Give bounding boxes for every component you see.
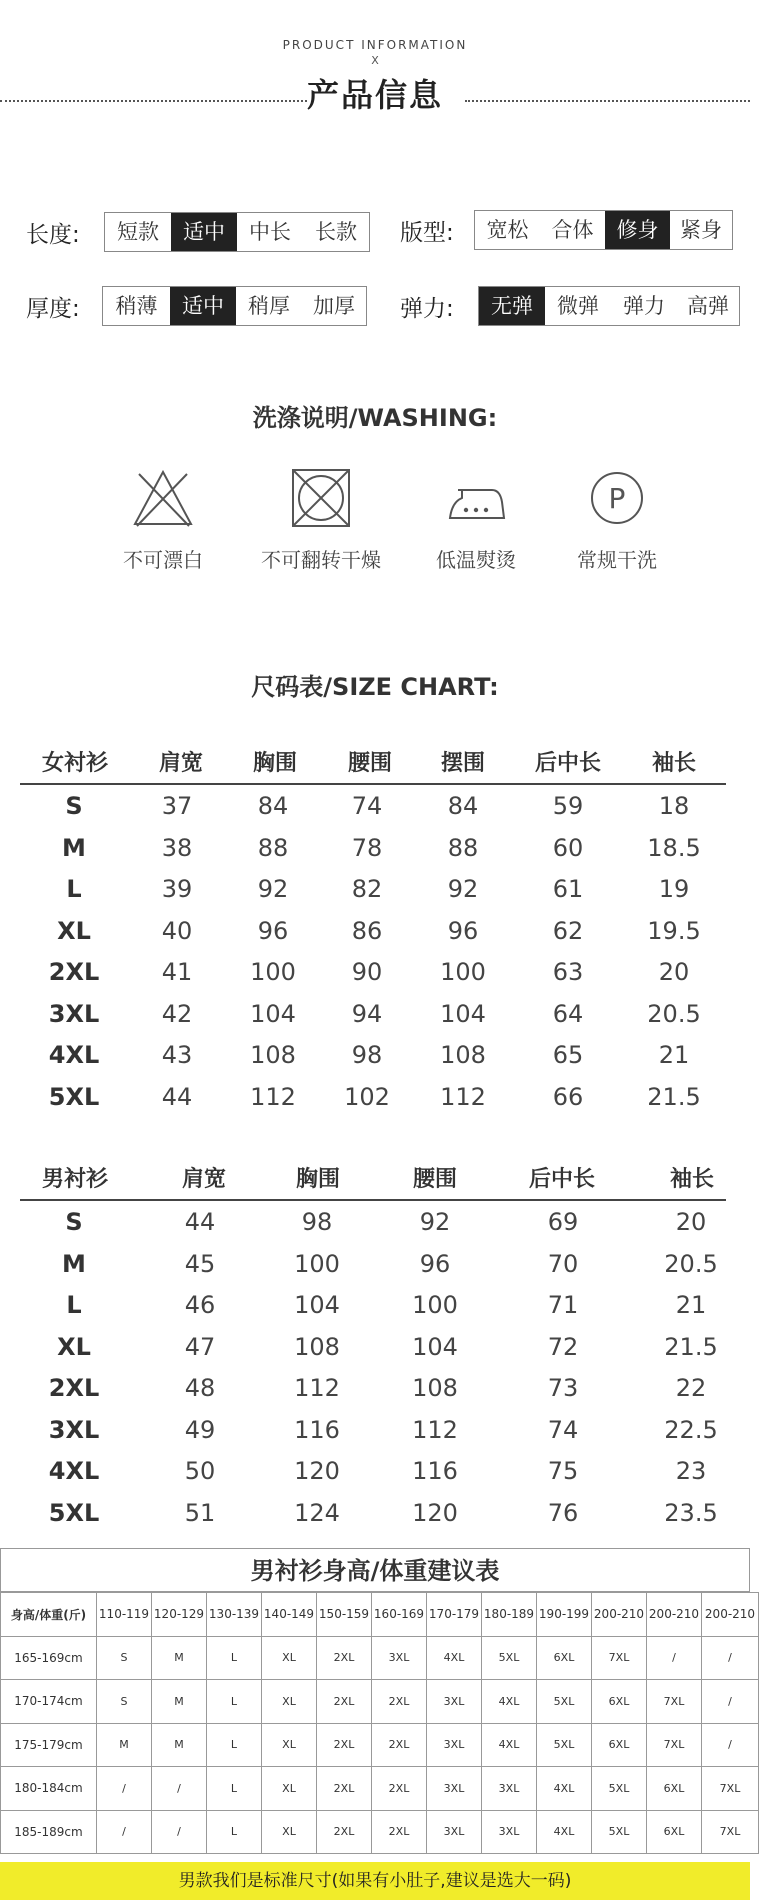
recommended-size-cell: 7XL xyxy=(592,1636,647,1680)
recommended-size-cell: 2XL xyxy=(372,1767,427,1811)
recommended-size-cell: / xyxy=(702,1680,759,1724)
men-table-cell: 23 xyxy=(675,1457,707,1485)
women-table-cell: 86 xyxy=(351,916,383,945)
svg-text:P: P xyxy=(608,482,626,515)
women-table-header-cell: 胸围 xyxy=(252,751,298,776)
recommended-size-cell: 4XL xyxy=(482,1723,537,1767)
recommended-size-cell: 2XL xyxy=(317,1767,372,1811)
recommended-size-cell: 5XL xyxy=(592,1767,647,1811)
men-table-cell: 98 xyxy=(301,1208,333,1236)
recommended-size-cell: 2XL xyxy=(317,1680,372,1724)
women-table-cell: 43 xyxy=(161,1041,193,1069)
women-table-cell: 108 xyxy=(250,1041,296,1069)
recommended-size-cell: M xyxy=(152,1680,207,1724)
recommended-size-cell: / xyxy=(97,1810,152,1854)
men-table-size-label: M xyxy=(62,1249,86,1278)
women-table-cell: 104 xyxy=(250,999,296,1028)
recommended-size-cell: 5XL xyxy=(482,1636,537,1680)
men-table-header-cell: 袖长 xyxy=(669,1167,715,1192)
recommended-size-cell: XL xyxy=(262,1810,317,1854)
men-table-row xyxy=(20,1492,726,1534)
product-info-header xyxy=(0,0,750,130)
recommended-size-cell: 5XL xyxy=(592,1810,647,1854)
men-table-row xyxy=(20,1450,726,1492)
recommended-size-cell: 6XL xyxy=(647,1767,702,1811)
header-subtitle: PRODUCT INFORMATION xyxy=(282,38,468,52)
women-table-cell: 18 xyxy=(658,792,690,820)
men-table-cell: 71 xyxy=(547,1291,579,1319)
height-weight-recommendation xyxy=(0,1548,756,1854)
men-table-cell: 92 xyxy=(419,1208,451,1236)
wash-label-dry-clean: 常规干洗 xyxy=(577,548,657,572)
weight-range-header: 160-169 xyxy=(372,1593,427,1637)
weight-range-header: 170-179 xyxy=(427,1593,482,1637)
men-table-header-cell: 男衬衫 xyxy=(41,1167,109,1192)
women-table-cell: 66 xyxy=(552,1082,584,1111)
men-size-table xyxy=(20,1159,726,1533)
option-thickness-extra-thick[interactable]: 加厚 xyxy=(313,294,355,318)
women-table-cell: 108 xyxy=(440,1041,486,1069)
recommended-size-cell: 6XL xyxy=(537,1636,592,1680)
option-length-mid-long[interactable]: 中长 xyxy=(249,220,291,244)
wash-item-low-iron xyxy=(401,468,551,573)
women-table-cell: 38 xyxy=(161,833,193,862)
recommended-size-cell: L xyxy=(207,1810,262,1854)
men-table-cell: 50 xyxy=(184,1457,216,1485)
low-iron-icon xyxy=(444,468,508,530)
women-table-row xyxy=(20,951,726,993)
women-table-cell: 96 xyxy=(447,916,479,945)
attr-thickness xyxy=(26,286,367,326)
women-table-cell: 20.5 xyxy=(647,999,701,1028)
wash-item-no-bleach xyxy=(88,468,238,573)
women-table-size-label: XL xyxy=(57,916,91,945)
men-table-cell: 108 xyxy=(412,1374,458,1402)
attr-fit-label: 版型: xyxy=(400,219,454,246)
recommendation-row xyxy=(1,1723,759,1767)
men-table-cell: 22.5 xyxy=(664,1415,718,1444)
attr-fit xyxy=(400,210,733,250)
women-table-cell: 92 xyxy=(447,875,479,903)
men-table-cell: 51 xyxy=(184,1498,216,1527)
men-table-size-label: 4XL xyxy=(48,1457,100,1485)
women-table-row xyxy=(20,785,726,827)
recommended-size-cell: 3XL xyxy=(427,1680,482,1724)
recommended-size-cell: M xyxy=(152,1723,207,1767)
recommended-size-cell: / xyxy=(647,1636,702,1680)
women-table-header-cell: 肩宽 xyxy=(158,751,204,776)
women-table-cell: 61 xyxy=(552,875,584,903)
men-table-header-cell: 腰围 xyxy=(412,1167,458,1192)
recommended-size-cell: XL xyxy=(262,1636,317,1680)
women-table-size-label: M xyxy=(62,833,86,862)
recommended-size-cell: / xyxy=(152,1767,207,1811)
weight-range-header: 180-189 xyxy=(482,1593,537,1637)
women-table-cell: 39 xyxy=(161,875,193,903)
dry-clean-icon xyxy=(585,468,649,530)
women-table-row xyxy=(20,993,726,1035)
women-table-size-label: 3XL xyxy=(48,999,100,1028)
women-table-cell: 65 xyxy=(552,1041,584,1069)
weight-range-header: 200-210 xyxy=(592,1593,647,1637)
attr-thickness-label: 厚度: xyxy=(26,295,80,322)
men-table-header-cell: 肩宽 xyxy=(181,1167,227,1192)
women-table-cell: 100 xyxy=(440,958,486,986)
recommended-size-cell: 5XL xyxy=(537,1680,592,1724)
women-table-header-cell: 摆围 xyxy=(440,751,486,776)
size-notice: 男款我们是标准尺寸(如果有小肚子,建议是选大一码) xyxy=(0,1862,750,1900)
wash-label-low-iron: 低温熨烫 xyxy=(436,548,516,572)
recommended-size-cell: L xyxy=(207,1680,262,1724)
recommended-size-cell: / xyxy=(152,1810,207,1854)
women-table-size-label: L xyxy=(66,875,82,903)
recommendation-row xyxy=(1,1636,759,1680)
recommended-size-cell: 2XL xyxy=(372,1810,427,1854)
weight-range-header: 200-210 xyxy=(702,1593,759,1637)
men-table-header-cell: 后中长 xyxy=(528,1167,596,1192)
option-fit-loose[interactable]: 宽松 xyxy=(486,218,529,242)
men-table-row xyxy=(20,1409,726,1451)
women-table-row xyxy=(20,910,726,952)
men-table-cell: 104 xyxy=(412,1332,458,1361)
men-table-row xyxy=(20,1284,726,1326)
women-table-row xyxy=(20,1076,726,1118)
men-table-cell: 20 xyxy=(675,1208,707,1236)
recommendation-row xyxy=(1,1680,759,1724)
men-table-cell: 76 xyxy=(547,1498,579,1527)
men-table-size-label: XL xyxy=(57,1332,91,1361)
recommended-size-cell: 6XL xyxy=(592,1680,647,1724)
women-table-header-row xyxy=(20,743,726,785)
men-table-cell: 124 xyxy=(294,1498,340,1527)
men-table-cell: 116 xyxy=(294,1415,340,1444)
women-table-row xyxy=(20,827,726,869)
attr-elasticity-options xyxy=(478,286,740,326)
women-table-size-label: 2XL xyxy=(48,958,100,986)
men-table-cell: 70 xyxy=(547,1249,579,1278)
recommended-size-cell: XL xyxy=(262,1767,317,1811)
weight-range-header: 150-159 xyxy=(317,1593,372,1637)
recommendation-title: 男衬衫身高/体重建议表 xyxy=(0,1548,750,1592)
recommended-size-cell: 7XL xyxy=(702,1810,759,1854)
recommended-size-cell: 7XL xyxy=(702,1767,759,1811)
recommended-size-cell: 4XL xyxy=(427,1636,482,1680)
no-tumble-dry-icon xyxy=(289,468,353,530)
attr-fit-options xyxy=(474,210,733,250)
women-table-row xyxy=(20,1034,726,1076)
option-length-medium[interactable]: 适中 xyxy=(171,213,237,251)
men-table-cell: 44 xyxy=(184,1208,216,1236)
recommended-size-cell: 2XL xyxy=(372,1680,427,1724)
women-table-cell: 60 xyxy=(552,833,584,862)
women-table-cell: 40 xyxy=(161,916,193,945)
men-table-header-row xyxy=(20,1159,726,1201)
option-fit-tight[interactable]: 紧身 xyxy=(680,218,722,242)
men-table-cell: 23.5 xyxy=(664,1498,718,1527)
men-table-cell: 100 xyxy=(294,1249,340,1278)
option-elasticity-high[interactable]: 高弹 xyxy=(687,294,729,318)
recommended-size-cell: XL xyxy=(262,1723,317,1767)
women-table-cell: 90 xyxy=(351,958,383,986)
recommended-size-cell: / xyxy=(702,1636,759,1680)
recommended-size-cell: 4XL xyxy=(482,1680,537,1724)
women-table-cell: 74 xyxy=(351,792,383,820)
men-table-cell: 46 xyxy=(184,1291,216,1319)
weight-range-header: 190-199 xyxy=(537,1593,592,1637)
men-table-cell: 74 xyxy=(547,1415,579,1444)
height-range-label: 185-189cm xyxy=(1,1810,97,1854)
option-fit-slim[interactable]: 修身 xyxy=(605,211,670,249)
men-table-cell: 72 xyxy=(547,1332,579,1361)
women-table-cell: 102 xyxy=(344,1082,390,1111)
women-table-cell: 59 xyxy=(552,792,584,820)
attr-elasticity xyxy=(400,286,740,326)
recommended-size-cell: S xyxy=(97,1636,152,1680)
recommended-size-cell: 3XL xyxy=(482,1767,537,1811)
men-table-cell: 120 xyxy=(412,1498,458,1527)
recommended-size-cell: L xyxy=(207,1767,262,1811)
weight-range-header: 120-129 xyxy=(152,1593,207,1637)
no-bleach-icon xyxy=(131,468,195,530)
recommended-size-cell: 3XL xyxy=(372,1636,427,1680)
women-table-row xyxy=(20,868,726,910)
women-table-header-cell: 袖长 xyxy=(651,751,697,776)
option-fit-regular[interactable]: 合体 xyxy=(551,218,594,242)
men-table-cell: 116 xyxy=(412,1457,458,1485)
page-title: 产品信息 xyxy=(306,76,443,114)
men-table-cell: 47 xyxy=(184,1332,216,1361)
recommended-size-cell: M xyxy=(152,1636,207,1680)
recommendation-corner-cell: 身高/体重(斤) xyxy=(1,1593,97,1637)
attr-length xyxy=(26,212,370,252)
weight-range-header: 130-139 xyxy=(207,1593,262,1637)
women-table-cell: 92 xyxy=(257,875,289,903)
recommendation-row xyxy=(1,1810,759,1854)
men-table-cell: 69 xyxy=(547,1208,579,1236)
men-table-size-label: S xyxy=(65,1208,83,1236)
women-table-cell: 112 xyxy=(440,1082,486,1111)
women-table-cell: 100 xyxy=(250,958,296,986)
option-thickness-thick[interactable]: 稍厚 xyxy=(248,294,290,318)
option-elasticity-elastic[interactable]: 弹力 xyxy=(623,294,665,318)
men-table-cell: 73 xyxy=(547,1374,579,1402)
men-table-cell: 120 xyxy=(294,1457,340,1485)
women-table-cell: 21 xyxy=(658,1041,690,1069)
wash-item-no-tumble-dry xyxy=(246,468,396,573)
women-table-cell: 41 xyxy=(161,958,193,986)
recommended-size-cell: 6XL xyxy=(592,1723,647,1767)
women-table-header-cell: 腰围 xyxy=(347,751,393,776)
women-table-cell: 84 xyxy=(447,792,479,820)
option-elasticity-slight[interactable]: 微弹 xyxy=(557,294,599,318)
recommendation-table xyxy=(0,1592,759,1854)
men-table-header-cell: 胸围 xyxy=(295,1167,341,1192)
recommended-size-cell: L xyxy=(207,1636,262,1680)
recommended-size-cell: 2XL xyxy=(317,1810,372,1854)
wash-label-no-bleach: 不可漂白 xyxy=(123,548,203,572)
men-table-cell: 104 xyxy=(294,1291,340,1319)
recommended-size-cell: M xyxy=(97,1723,152,1767)
women-table-cell: 42 xyxy=(161,999,193,1028)
recommendation-header-row xyxy=(1,1593,759,1637)
recommended-size-cell: 4XL xyxy=(537,1767,592,1811)
option-elasticity-none[interactable]: 无弹 xyxy=(479,287,545,325)
women-table-cell: 104 xyxy=(440,999,486,1028)
men-table-size-label: 2XL xyxy=(48,1374,100,1402)
option-length-long[interactable]: 长款 xyxy=(315,220,357,244)
recommended-size-cell: / xyxy=(702,1723,759,1767)
men-table-cell: 112 xyxy=(412,1415,458,1444)
women-table-cell: 82 xyxy=(351,875,383,903)
men-table-cell: 112 xyxy=(294,1374,340,1402)
weight-range-header: 200-210 xyxy=(647,1593,702,1637)
header-x-mark: X xyxy=(371,54,379,67)
recommended-size-cell: 2XL xyxy=(317,1636,372,1680)
men-table-cell: 45 xyxy=(184,1249,216,1278)
women-table-cell: 98 xyxy=(351,1041,383,1069)
women-table-header-cell: 女衬衫 xyxy=(41,751,109,776)
height-range-label: 175-179cm xyxy=(1,1723,97,1767)
men-table-cell: 75 xyxy=(547,1457,579,1485)
women-size-table xyxy=(20,743,726,1117)
recommended-size-cell: 3XL xyxy=(427,1723,482,1767)
women-table-size-label: S xyxy=(65,792,83,820)
header-dotted-line-right xyxy=(465,100,750,102)
men-table-cell: 108 xyxy=(294,1332,340,1361)
height-range-label: 170-174cm xyxy=(1,1680,97,1724)
attr-length-label: 长度: xyxy=(26,221,80,248)
men-table-cell: 100 xyxy=(412,1291,458,1319)
men-table-cell: 49 xyxy=(184,1415,216,1444)
recommended-size-cell: 5XL xyxy=(537,1723,592,1767)
women-table-cell: 19.5 xyxy=(647,916,701,945)
wash-label-no-tumble-dry: 不可翻转干燥 xyxy=(261,548,381,572)
wash-item-dry-clean xyxy=(542,468,692,573)
men-table-row xyxy=(20,1201,726,1243)
recommended-size-cell: 7XL xyxy=(647,1680,702,1724)
recommended-size-cell: S xyxy=(97,1680,152,1724)
men-table-cell: 48 xyxy=(184,1374,216,1402)
men-table-size-label: 3XL xyxy=(48,1415,100,1444)
men-table-cell: 96 xyxy=(419,1249,451,1278)
women-table-cell: 112 xyxy=(250,1082,296,1111)
recommendation-row xyxy=(1,1767,759,1811)
women-table-size-label: 5XL xyxy=(48,1082,100,1111)
men-table-cell: 20.5 xyxy=(664,1249,718,1278)
option-thickness-medium[interactable]: 适中 xyxy=(170,287,236,325)
men-table-cell: 22 xyxy=(675,1374,707,1402)
women-table-size-label: 4XL xyxy=(48,1041,100,1069)
weight-range-header: 110-119 xyxy=(97,1593,152,1637)
recommended-size-cell: 3XL xyxy=(482,1810,537,1854)
men-table-row xyxy=(20,1326,726,1368)
recommended-size-cell: 2XL xyxy=(372,1723,427,1767)
height-range-label: 180-184cm xyxy=(1,1767,97,1811)
recommended-size-cell: 6XL xyxy=(647,1810,702,1854)
women-table-cell: 19 xyxy=(658,875,690,903)
women-table-cell: 44 xyxy=(161,1082,193,1111)
women-table-cell: 18.5 xyxy=(647,833,701,862)
women-table-cell: 96 xyxy=(257,916,289,945)
women-table-cell: 20 xyxy=(658,958,690,986)
men-table-row xyxy=(20,1243,726,1285)
weight-range-header: 140-149 xyxy=(262,1593,317,1637)
men-table-cell: 21.5 xyxy=(664,1332,718,1361)
women-table-cell: 21.5 xyxy=(647,1082,701,1111)
attr-thickness-options xyxy=(102,286,367,326)
men-table-size-label: L xyxy=(66,1291,82,1319)
women-table-cell: 37 xyxy=(161,792,193,820)
recommended-size-cell: 3XL xyxy=(427,1810,482,1854)
recommended-size-cell: 3XL xyxy=(427,1767,482,1811)
recommended-size-cell: / xyxy=(97,1767,152,1811)
men-table-size-label: 5XL xyxy=(48,1498,100,1527)
women-table-cell: 78 xyxy=(351,833,383,862)
recommended-size-cell: 7XL xyxy=(647,1723,702,1767)
women-table-header-cell: 后中长 xyxy=(534,751,602,776)
women-table-cell: 94 xyxy=(351,999,383,1028)
women-table-cell: 63 xyxy=(552,958,584,986)
option-thickness-thin[interactable]: 稍薄 xyxy=(115,294,158,318)
women-table-cell: 88 xyxy=(447,833,479,862)
height-range-label: 165-169cm xyxy=(1,1636,97,1680)
women-table-cell: 62 xyxy=(552,916,584,945)
washing-title: 洗涤说明/WASHING: xyxy=(252,404,498,432)
recommended-size-cell: 4XL xyxy=(537,1810,592,1854)
attr-elasticity-label: 弹力: xyxy=(400,295,454,322)
recommended-size-cell: L xyxy=(207,1723,262,1767)
recommended-size-cell: 2XL xyxy=(317,1723,372,1767)
women-table-cell: 88 xyxy=(257,833,289,862)
men-table-cell: 21 xyxy=(675,1291,707,1319)
size-chart-title: 尺码表/SIZE CHART: xyxy=(251,673,499,701)
recommended-size-cell: XL xyxy=(262,1680,317,1724)
option-length-short[interactable]: 短款 xyxy=(117,220,159,244)
women-table-cell: 84 xyxy=(257,792,289,820)
attr-length-options xyxy=(104,212,370,252)
men-table-row xyxy=(20,1367,726,1409)
women-table-cell: 64 xyxy=(552,999,584,1028)
